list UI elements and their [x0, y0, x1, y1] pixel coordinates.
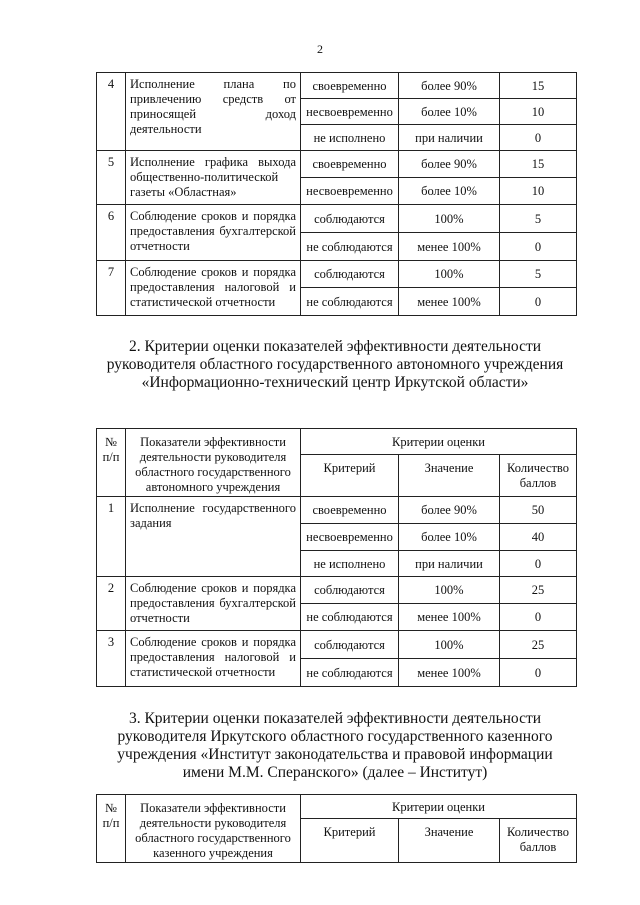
points-cell: 40 — [500, 524, 577, 551]
points-cell: 0 — [500, 233, 577, 261]
indicator-cell: Соблюдение сроков и порядка предоставления налоговой и статистической отчетности — [126, 631, 301, 687]
points-cell: 15 — [500, 151, 577, 178]
points-cell: 25 — [500, 577, 577, 604]
header-criteria: Критерии оценки — [301, 795, 577, 819]
table-row — [97, 577, 577, 604]
points-cell: 0 — [500, 125, 577, 151]
indicator-cell: Соблюдение сроков и порядка предоставления бухгалтерской отчетности — [126, 577, 301, 631]
header-indicator: Показатели эффективности деятельности руководителя областного государственного автономного учреждения — [126, 429, 301, 497]
criterion-cell: не соблюдаются — [301, 604, 399, 631]
points-cell: 0 — [500, 604, 577, 631]
table-row — [97, 73, 577, 99]
criterion-cell: своевременно — [301, 151, 399, 178]
indicator-cell: Исполнение государственного задания — [126, 497, 301, 577]
criterion-cell: не соблюдаются — [301, 233, 399, 261]
value-cell: 100% — [399, 631, 500, 659]
points-cell: 5 — [500, 205, 577, 233]
criterion-cell: своевременно — [301, 73, 399, 99]
value-cell: 100% — [399, 205, 500, 233]
points-cell: 0 — [500, 551, 577, 577]
indicator-cell: Соблюдение сроков и порядка предоставления бухгалтерской отчетности — [126, 205, 301, 261]
criterion-cell: соблюдаются — [301, 631, 399, 659]
points-cell: 0 — [500, 659, 577, 687]
header-number: № п/п — [97, 429, 126, 497]
criterion-cell: не исполнено — [301, 551, 399, 577]
section-3-title: 3. Критерии оценки показателей эффективности деятельности руководителя Иркутского областного государственного казенного учреждения «Институт законодательства и правовой информации имени М.М. Сперанского» (далее – Институт) — [117, 710, 553, 781]
header-points: Количество баллов — [500, 819, 577, 863]
value-cell: при наличии — [399, 551, 500, 577]
indicator-cell: Исполнение плана по привлечению средств от приносящей доход деятельности — [126, 73, 301, 151]
indicator-cell: Соблюдение сроков и порядка предоставления налоговой и статистической отчетности — [126, 261, 301, 316]
table-row — [97, 497, 577, 524]
value-cell: более 90% — [399, 497, 500, 524]
value-cell: менее 100% — [399, 604, 500, 631]
criterion-cell: несвоевременно — [301, 178, 399, 205]
criterion-cell: не соблюдаются — [301, 659, 399, 687]
table-row — [97, 261, 577, 288]
header-number: № п/п — [97, 795, 126, 863]
value-cell: более 10% — [399, 99, 500, 125]
row-number: 4 — [97, 73, 126, 151]
value-cell: менее 100% — [399, 233, 500, 261]
page-number: 2 — [317, 42, 323, 56]
header-criterion: Критерий — [301, 819, 399, 863]
value-cell: более 10% — [399, 524, 500, 551]
value-cell: 100% — [399, 261, 500, 288]
criterion-cell: не соблюдаются — [301, 288, 399, 316]
table-header-row — [97, 795, 577, 819]
criterion-cell: соблюдаются — [301, 205, 399, 233]
row-number: 6 — [97, 205, 126, 261]
points-cell: 10 — [500, 99, 577, 125]
row-number: 1 — [97, 497, 126, 577]
criteria-table-1 — [96, 72, 577, 316]
points-cell: 5 — [500, 261, 577, 288]
points-cell: 25 — [500, 631, 577, 659]
criterion-cell: не исполнено — [301, 125, 399, 151]
criterion-cell: соблюдаются — [301, 261, 399, 288]
criterion-cell: несвоевременно — [301, 99, 399, 125]
header-criteria: Критерии оценки — [301, 429, 577, 455]
value-cell: более 90% — [399, 151, 500, 178]
value-cell: 100% — [399, 577, 500, 604]
points-cell: 10 — [500, 178, 577, 205]
criterion-cell: соблюдаются — [301, 577, 399, 604]
criterion-cell: своевременно — [301, 497, 399, 524]
points-cell: 0 — [500, 288, 577, 316]
header-criterion: Критерий — [301, 455, 399, 497]
points-cell: 15 — [500, 73, 577, 99]
header-indicator: Показатели эффективности деятельности руководителя областного государственного казенного учреждения — [126, 795, 301, 863]
points-cell: 50 — [500, 497, 577, 524]
header-points: Количество баллов — [500, 455, 577, 497]
value-cell: более 10% — [399, 178, 500, 205]
header-value: Значение — [399, 455, 500, 497]
table-header-row — [97, 429, 577, 455]
value-cell: менее 100% — [399, 659, 500, 687]
value-cell: более 90% — [399, 73, 500, 99]
table-row — [97, 151, 577, 178]
criteria-table-2 — [96, 428, 577, 687]
value-cell: при наличии — [399, 125, 500, 151]
row-number: 7 — [97, 261, 126, 316]
row-number: 3 — [97, 631, 126, 687]
criterion-cell: несвоевременно — [301, 524, 399, 551]
table-row — [97, 205, 577, 233]
table-row — [97, 631, 577, 659]
indicator-cell: Исполнение графика выхода общественно-политической газеты «Областная» — [126, 151, 301, 205]
criteria-table-3 — [96, 794, 577, 863]
header-value: Значение — [399, 819, 500, 863]
section-2-title: 2. Критерии оценки показателей эффективности деятельности руководителя областного государственного автономного учреждения «Информационно-технический центр Иркутской области» — [106, 338, 564, 391]
row-number: 2 — [97, 577, 126, 631]
value-cell: менее 100% — [399, 288, 500, 316]
row-number: 5 — [97, 151, 126, 205]
